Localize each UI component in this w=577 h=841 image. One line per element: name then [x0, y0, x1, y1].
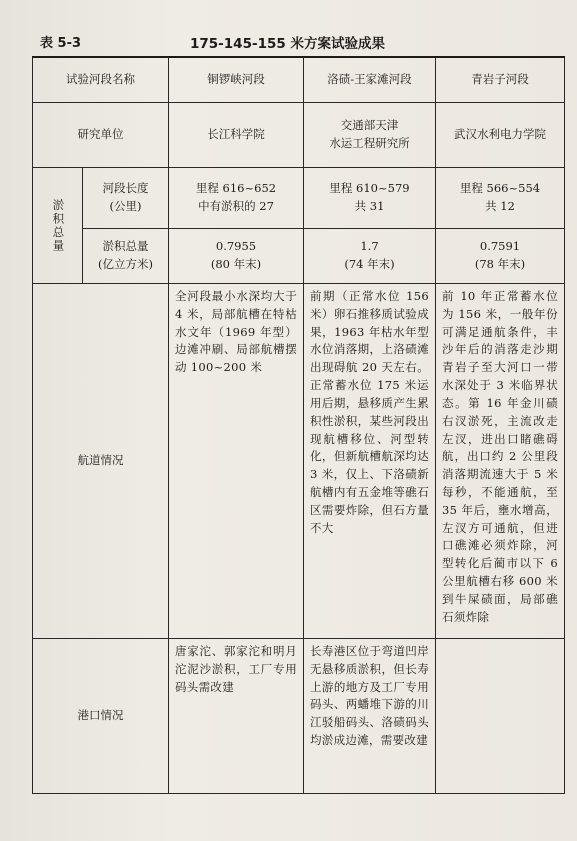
navigation-col3: 前 10 年正常蓄水位为 156 米，一般年份可满足通航条件，丰沙年后的消落走沙期青岩子至大河口一带水深处于 3 米临界状态。第 16 年金川碛右汊淤死，主流改走左汊，进出口睹礁碍航，出口约 2 公里段消落期流速大于 5 米每秒，不能通航，至 35 年后，壅水增高，左汊方可通航，但进口礁滩必须炸除，河型转化后蔺市以下 6 公里航槽右移 600 米到牛屎碛面，局部礁石须炸除 [442, 289, 558, 624]
amount-col3-line2: (78 年末) [474, 257, 526, 271]
header-col1: 铜锣峡河段 [169, 57, 304, 103]
length-label-line1: 河段长度 [102, 181, 149, 196]
port-col2-cell [304, 639, 436, 794]
length-col2 [304, 168, 436, 229]
results-table [32, 56, 565, 794]
header-col2: 洛碛-王家滩河段 [304, 57, 436, 103]
amount-col1-line2: (80 年末) [210, 257, 262, 271]
length-col3 [436, 168, 565, 229]
research-unit-col2-line2: 水运工程研究所 [329, 136, 410, 150]
length-col1-line2: 中有淤积的 27 [198, 199, 274, 213]
table-number: 表 5-3 [40, 36, 82, 51]
port-label: 港口情况 [33, 639, 169, 794]
amount-col3 [436, 229, 565, 284]
research-unit-col2 [304, 103, 436, 168]
amount-col2-line1: 1.7 [360, 239, 379, 254]
amount-col1 [169, 229, 304, 284]
header-name: 试验河段名称 [33, 57, 169, 103]
research-unit-col2-line1: 交通部天津 [340, 118, 399, 133]
amount-label-line1: 淤积总量 [102, 239, 149, 254]
length-col3-line1: 里程 566~554 [459, 181, 541, 196]
silt-total-group-label [33, 168, 83, 284]
navigation-col2: 前期（正常水位 156 米）卵石推移质试验成果，1963 年枯水年型水位消落期，上洛碛滩出现碍航 20 天左右。正常蓄水位 175 米运用后期，悬移质产生累积性淤积，某些河段出现航槽移位、河型转化，但新航槽航深均达 3 米，仅上、下洛碛新航槽内有五金堆等礁石区需要炸除，但石方量不大 [310, 289, 429, 535]
length-col1-line1: 里程 616~652 [195, 181, 277, 196]
research-unit-col3: 武汉水利电力学院 [436, 103, 565, 168]
port-col2: 长寿港区位于弯道凹岸无悬移质淤积，但长寿上游的地方及工厂专用码头、两蟠堆下游的川江驳船码头、洛碛码头均淤成边滩，需要改建 [310, 644, 429, 748]
table-row [33, 168, 565, 229]
amount-col2 [304, 229, 436, 284]
length-label [83, 168, 169, 229]
silt-total-group-text: 淤积总量 [51, 198, 66, 253]
navigation-col1: 全河段最小水深均大于 4 米，局部航槽在特枯水文年（1969 年型）边滩冲刷、局部航槽摆动 100~200 米 [175, 289, 297, 375]
table-row [33, 639, 565, 794]
amount-label [83, 229, 169, 284]
table-row [33, 229, 565, 284]
length-col2-line2: 共 31 [354, 199, 385, 213]
amount-col2-line2: (74 年末) [344, 257, 395, 271]
amount-col3-line1: 0.7591 [479, 239, 521, 254]
length-col3-line2: 共 12 [485, 199, 515, 213]
header-col3: 青岩子河段 [436, 57, 565, 103]
navigation-col2-cell [304, 284, 436, 639]
table-row [33, 284, 565, 639]
table-title: 175-145-155 米方案试验成果 [190, 36, 385, 52]
navigation-col1-cell [169, 284, 304, 639]
amount-label-line2: (亿立方米) [98, 257, 153, 271]
navigation-label: 航道情况 [33, 284, 169, 639]
length-col1 [169, 168, 304, 229]
port-col1: 唐家沱、郭家沱和明月沱泥沙淤积，工厂专用码头需改建 [175, 644, 297, 694]
table-header-row [33, 57, 565, 103]
navigation-col3-cell [436, 284, 565, 639]
amount-col1-line1: 0.7955 [215, 239, 257, 254]
port-col3-cell [436, 639, 565, 794]
research-unit-col1: 长江科学院 [169, 103, 304, 168]
length-col2-line1: 里程 610~579 [329, 181, 410, 196]
port-col1-cell [169, 639, 304, 794]
table-row [33, 103, 565, 168]
research-unit-label: 研究单位 [33, 103, 169, 168]
port-col3 [436, 639, 564, 647]
length-label-line2: (公里) [109, 199, 142, 213]
